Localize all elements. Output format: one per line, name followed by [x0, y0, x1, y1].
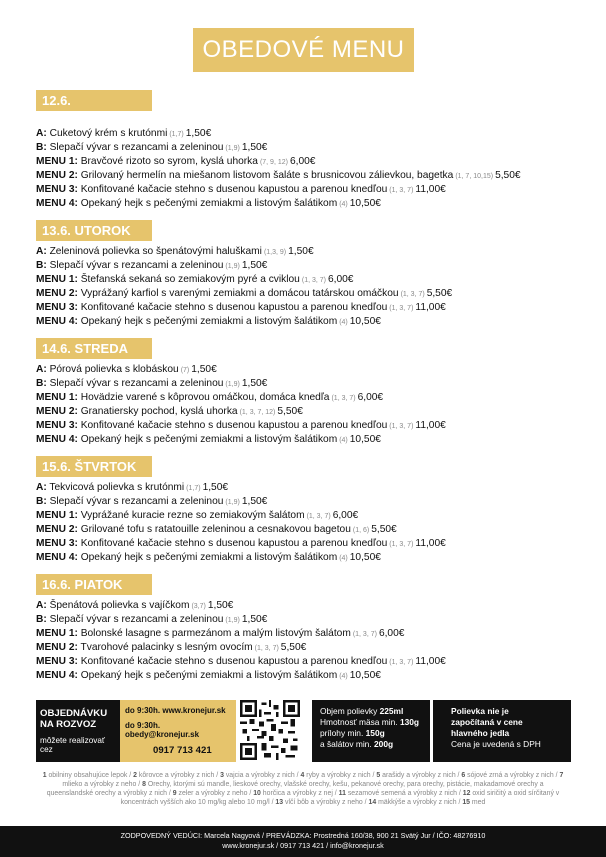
item-code: MENU 3:: [36, 184, 78, 195]
item-price: 11,00€: [415, 538, 446, 549]
item-price: 5,50€: [495, 170, 521, 181]
allergen-number: 2: [133, 772, 137, 779]
item-name: Opekaný hejk s pečenými zemiakmi a listovým šalátikom: [77, 198, 338, 209]
menu-item: [36, 391, 586, 405]
allergen-number: 15: [462, 799, 471, 806]
meat-weight: Hmotnosť mäsa min. 130g: [320, 717, 420, 727]
item-allergens: (4): [339, 201, 348, 208]
item-name: Konfitované kačacie stehno s dusenou kapustou a parenou knedľou: [77, 420, 388, 431]
menu-item: [36, 141, 586, 155]
menu-item: [36, 433, 586, 447]
menu-item: [36, 551, 586, 565]
menu-item: [36, 259, 586, 273]
menu-item: [36, 599, 586, 613]
allergen-text: arašidy a výrobky z nich /: [380, 772, 462, 779]
item-price: 1,50€: [241, 378, 268, 389]
item-name: Slepačí vývar s rezancami a zeleninou: [46, 260, 224, 271]
item-price: 1,50€: [191, 364, 217, 375]
item-allergens: (4): [339, 673, 348, 680]
allergen-text: vajcia a výrobky z nich /: [223, 772, 301, 779]
item-name: Štefanská sekaná so zemiakovým pyré a cviklou: [77, 274, 300, 285]
item-name: Vyprážaný karfiol s varenými zemiakmi a domácou tatárskou omáčkou: [77, 288, 399, 299]
item-code: MENU 1:: [36, 510, 78, 521]
item-allergens: (3,7): [191, 603, 206, 610]
item-name: Konfitované kačacie stehno s dusenou kapustou a parenou knedľou: [77, 656, 388, 667]
item-allergens: (1, 3, 7): [389, 187, 414, 194]
allergen-number: 4: [300, 772, 305, 779]
day-label: 15.6. ŠTVRTOK: [36, 456, 152, 477]
item-price: 1,50€: [185, 128, 212, 139]
page-title: OBEDOVÉ MENU: [193, 28, 414, 72]
order-box: [36, 700, 120, 762]
item-allergens: (1,9): [225, 381, 240, 388]
item-name: Opekaný hejk s pečenými zemiakmi a listovým šalátikom: [77, 434, 338, 445]
item-code: MENU 2:: [36, 524, 78, 535]
price-note-box: [433, 700, 571, 762]
menu-item: [36, 155, 586, 169]
item-price: 1,50€: [241, 614, 268, 625]
item-name: Cuketový krém s krutónmi: [46, 128, 168, 139]
item-name: Opekaný hejk s pečenými zemiakmi a listovým šalátikom: [77, 670, 338, 681]
item-code: B:: [36, 496, 47, 507]
allergen-text: med: [470, 799, 486, 806]
item-allergens: (1, 3, 7): [389, 423, 414, 430]
item-price: 6,00€: [332, 510, 359, 521]
menu-item: [36, 169, 586, 183]
item-name: Hovädzie varené s kôprovou omáčkou, domáca knedľa: [77, 392, 330, 403]
item-code: A:: [36, 482, 47, 493]
item-price: 6,00€: [357, 392, 384, 403]
allergen-text: mlieko a výrobky z neho /: [62, 781, 143, 788]
item-code: MENU 3:: [36, 420, 78, 431]
item-code: MENU 4:: [36, 552, 78, 563]
allergen-number: 13: [275, 799, 284, 806]
menu-item: [36, 197, 586, 211]
menu-item: [36, 405, 586, 419]
footer: [0, 826, 606, 857]
item-code: MENU 4:: [36, 434, 78, 445]
item-price: 5,50€: [426, 288, 453, 299]
menu-item: [36, 419, 586, 433]
item-name: Slepačí vývar s rezancami a zeleninou: [46, 378, 224, 389]
note-line-4: Cena je uvedená s DPH: [451, 739, 541, 749]
day-section: [36, 220, 586, 329]
item-name: Grilované tofu s ratatouille zeleninou a cesnakovou bagetou: [77, 524, 351, 535]
allergen-number: 12: [462, 790, 471, 797]
allergen-number: 1: [42, 772, 47, 779]
allergen-text: ryby a výrobky z nich /: [304, 772, 377, 779]
item-price: 1,50€: [202, 482, 229, 493]
item-code: B:: [36, 378, 47, 389]
item-allergens: (1, 3, 7): [331, 395, 356, 402]
item-price: 6,00€: [327, 274, 354, 285]
footer-line-1: ZODPOVEDNÝ VEDÚCI: Marcela Nagyová / PREVÁDZKA: Prostredná 160/38, 900 21 Svätý Jur / IČO: 48276910: [120, 831, 486, 840]
menu-item: [36, 183, 586, 197]
menu-item: [36, 627, 586, 641]
qr-code-icon[interactable]: [240, 700, 300, 760]
item-allergens: (7): [180, 367, 190, 374]
menu-item: [36, 363, 586, 377]
item-code: A:: [36, 128, 47, 139]
menu-item: [36, 669, 586, 683]
order-subtitle: môžete realizovať cez: [40, 736, 105, 754]
item-price: 11,00€: [415, 302, 446, 313]
item-name: Grilovaný hermelín na miešanom listovom šaláte s brusnicovou zálievkou, bagetka: [77, 170, 454, 181]
item-name: Opekaný hejk s pečenými zemiakmi a listovým šalátikom: [77, 552, 338, 563]
item-name: Konfitované kačacie stehno s dusenou kapustou a parenou knedľou: [77, 184, 388, 195]
menu-item: [36, 641, 586, 655]
allergen-number: 8: [142, 781, 146, 788]
item-name: Slepačí vývar s rezancami a zeleninou: [46, 614, 224, 625]
item-code: B:: [36, 614, 47, 625]
item-code: B:: [36, 142, 47, 153]
allergen-number: 14: [368, 799, 377, 806]
item-price: 6,00€: [378, 628, 405, 639]
item-code: MENU 3:: [36, 656, 78, 667]
item-price: 5,50€: [277, 406, 303, 417]
menu-item: [36, 509, 586, 523]
item-price: 10,50€: [349, 670, 381, 681]
item-code: A:: [36, 246, 47, 257]
item-price: 1,50€: [241, 142, 268, 153]
item-name: Konfitované kačacie stehno s dusenou kapustou a parenou knedľou: [77, 538, 388, 549]
item-price: 11,00€: [415, 184, 446, 195]
item-price: 1,50€: [241, 260, 268, 271]
soup-volume: Objem polievky 225ml: [320, 706, 404, 716]
menu-item: [36, 613, 586, 627]
allergen-text: mäkkýše a výrobky z nich /: [376, 799, 463, 806]
item-allergens: (1,9): [225, 499, 240, 506]
menu-item: [36, 127, 586, 141]
menu-item: [36, 301, 586, 315]
note-line-1: Polievka nie je: [451, 706, 509, 716]
allergen-text: zeler a výrobky z neho /: [176, 790, 254, 797]
day-label: 13.6. UTOROK: [36, 220, 152, 241]
item-allergens: (1, 3, 7): [389, 541, 414, 548]
day-section: [36, 456, 586, 565]
item-name: Zeleninová polievka so špenátovými haluškami: [46, 246, 262, 257]
allergen-text: sójové zrná a výrobky z nich /: [465, 772, 560, 779]
item-code: A:: [36, 364, 47, 375]
menu-item: [36, 495, 586, 509]
salad-weight: a šalátov min. 200g: [320, 739, 394, 749]
item-allergens: (1, 3, 7): [400, 291, 425, 298]
item-price: 1,50€: [288, 246, 314, 257]
item-allergens: (1,9): [225, 145, 240, 152]
item-price: 1,50€: [241, 496, 268, 507]
allergen-number: 9: [172, 790, 177, 797]
allergen-text: kôrovce a výrobky z nich /: [136, 772, 221, 779]
item-price: 5,50€: [371, 524, 397, 535]
allergen-number: 7: [559, 772, 564, 779]
item-name: Granatiersky pochod, kyslá uhorka: [77, 406, 238, 417]
menu-item: [36, 315, 586, 329]
item-code: MENU 4:: [36, 198, 78, 209]
item-allergens: (7, 9, 12): [259, 159, 288, 166]
day-label: 12.6. PONDELOK: [36, 90, 152, 111]
menu-days: [36, 90, 586, 692]
item-allergens: (1,7): [169, 131, 184, 138]
item-code: MENU 4:: [36, 316, 78, 327]
menu-item: [36, 377, 586, 391]
side-weight: prílohy min. 150g: [320, 728, 385, 738]
note-line-3: hlavného jedla: [451, 728, 510, 738]
note-line-2: započítaná v cene: [451, 717, 523, 727]
menu-item: [36, 481, 586, 495]
item-code: MENU 2:: [36, 170, 78, 181]
item-allergens: (1, 7, 10,15): [455, 173, 494, 180]
item-name: Slepačí vývar s rezancami a zeleninou: [46, 142, 224, 153]
order-title-2: NA ROZVOZ: [40, 719, 97, 730]
item-code: A:: [36, 600, 47, 611]
item-allergens: (1,9): [225, 263, 240, 270]
item-name: Konfitované kačacie stehno s dusenou kapustou a parenou knedľou: [77, 302, 388, 313]
menu-item: [36, 655, 586, 669]
item-code: MENU 2:: [36, 288, 78, 299]
item-code: MENU 1:: [36, 628, 78, 639]
order-title-1: OBJEDNÁVKU: [40, 708, 108, 719]
item-name: Opekaný hejk s pečenými zemiakmi a listovým šalátikom: [77, 316, 338, 327]
item-code: MENU 1:: [36, 392, 78, 403]
item-price: 10,50€: [349, 552, 381, 563]
item-name: Bravčové rizoto so syrom, kyslá uhorka: [77, 156, 258, 167]
item-price: 11,00€: [415, 656, 446, 667]
item-price: 10,50€: [349, 316, 381, 327]
item-price: 1,50€: [207, 600, 234, 611]
item-name: Vyprážané kuracie rezne so zemiakovým šalátom: [77, 510, 305, 521]
item-allergens: (1, 3, 7): [301, 277, 326, 284]
item-price: 6,00€: [289, 156, 316, 167]
item-code: MENU 2:: [36, 406, 78, 417]
allergen-number: 6: [461, 772, 466, 779]
allergen-text: Orechy, ktorými sú mandle, lieskové orechy, vlašské orechy, kešu, pekanové orechy, para orechy, pistácie, makadamové orechy a queenslandské orechy a výrobky z nich /: [46, 781, 544, 797]
item-name: Špenátová polievka s vajíčkom: [46, 600, 190, 611]
item-name: Pórová polievka s klobáskou: [46, 364, 179, 375]
allergen-number: 10: [253, 790, 261, 797]
item-allergens: (1,3, 9): [263, 249, 287, 256]
menu-item: [36, 287, 586, 301]
day-section: [36, 338, 586, 447]
allergen-number: 11: [338, 790, 346, 797]
item-allergens: (1, 3, 7): [254, 645, 279, 652]
item-name: Tvarohové palacinky s lesným ovocím: [77, 642, 253, 653]
web-link[interactable]: do 9:30h. www.kronejur.sk: [125, 706, 226, 715]
item-code: MENU 1:: [36, 156, 78, 167]
day-label: 14.6. STREDA: [36, 338, 152, 359]
allergen-text: oxid siričitý a oxid sírčitaný v koncentrách vyšších ako 10 mg/kg alebo 10 mg/l /: [120, 790, 560, 806]
item-name: Tekvicová polievka s krutónmi: [46, 482, 185, 493]
menu-item: [36, 245, 586, 259]
item-allergens: (1, 3, 7): [306, 513, 331, 520]
item-code: MENU 3:: [36, 302, 78, 313]
item-code: MENU 1:: [36, 274, 78, 285]
item-price: 5,50€: [280, 642, 307, 653]
day-section: [36, 90, 586, 211]
item-name: Slepačí vývar s rezancami a zeleninou: [46, 496, 224, 507]
allergen-text: horčica a výrobky z nej /: [260, 790, 339, 797]
item-allergens: (1, 6): [352, 527, 370, 534]
menu-item: [36, 537, 586, 551]
info-bar: [0, 700, 606, 768]
item-allergens: (1, 3, 7): [389, 305, 414, 312]
item-price: 11,00€: [415, 420, 446, 431]
allergen-text: obilniny obsahujúce lepok /: [46, 772, 134, 779]
day-section: [36, 574, 586, 683]
allergen-legend: [40, 771, 566, 807]
menu-item: [36, 523, 586, 537]
item-code: MENU 4:: [36, 670, 78, 681]
allergen-number: 3: [220, 772, 224, 779]
item-name: Bolonské lasagne s parmezánom a malým listovým šalátom: [77, 628, 351, 639]
item-allergens: (4): [339, 555, 348, 562]
allergen-text: vlčí bôb a výrobky z neho /: [283, 799, 369, 806]
allergen-text: sezamové semená a výrobky z nich /: [345, 790, 463, 797]
allergen-number: 5: [376, 772, 381, 779]
item-code: MENU 3:: [36, 538, 78, 549]
menu-item: [36, 273, 586, 287]
item-allergens: (1, 3, 7): [352, 631, 377, 638]
item-allergens: (4): [339, 319, 348, 326]
item-allergens: (1, 3, 7, 12): [239, 409, 276, 416]
item-price: 10,50€: [349, 434, 381, 445]
phone-number[interactable]: 0917 713 421: [153, 745, 212, 756]
item-allergens: (1, 3, 7): [389, 659, 414, 666]
item-allergens: (1,7): [186, 485, 201, 492]
footer-line-2: www.kronejur.sk / 0917 713 421 / info@kronejur.sk: [222, 841, 384, 850]
item-price: 10,50€: [349, 198, 381, 209]
day-label: 16.6. PIATOK: [36, 574, 152, 595]
email-link[interactable]: do 9:30h. obedy@kronejur.sk: [125, 721, 200, 739]
contact-box: [120, 700, 236, 762]
item-code: B:: [36, 260, 47, 271]
item-code: MENU 2:: [36, 642, 78, 653]
item-allergens: (1,9): [225, 617, 240, 624]
portion-info-box: [312, 700, 430, 762]
item-allergens: (4): [339, 437, 348, 444]
